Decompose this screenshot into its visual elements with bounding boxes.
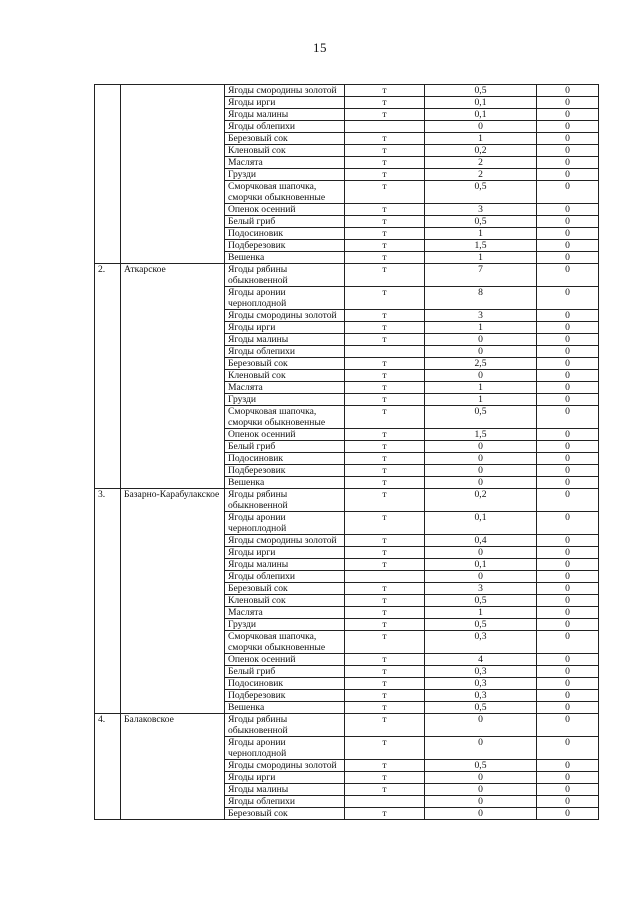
unit-cell: т [345, 169, 425, 181]
unit-cell: т [345, 678, 425, 690]
value-cell: 0 [425, 334, 537, 346]
value-cell: 0 [537, 512, 599, 535]
resource-cell: Ягоды аронии черноплодной [225, 287, 345, 310]
value-cell: 0 [537, 287, 599, 310]
value-cell: 0,4 [425, 535, 537, 547]
table-row [95, 85, 599, 97]
value-cell: 0 [537, 702, 599, 714]
unit-cell: т [345, 382, 425, 394]
unit-cell: т [345, 441, 425, 453]
value-cell: 0,5 [425, 181, 537, 204]
value-cell: 8 [425, 287, 537, 310]
unit-cell: т [345, 85, 425, 97]
value-cell: 0 [537, 157, 599, 169]
resource-cell: Белый гриб [225, 441, 345, 453]
resource-cell: Кленовый сок [225, 145, 345, 157]
resource-cell: Вешенка [225, 702, 345, 714]
table-body [95, 85, 599, 820]
unit-cell: т [345, 453, 425, 465]
value-cell: 0 [537, 784, 599, 796]
value-cell: 0 [537, 334, 599, 346]
resource-cell: Ягоды смородины золотой [225, 310, 345, 322]
unit-cell: т [345, 133, 425, 145]
resource-cell: Белый гриб [225, 216, 345, 228]
value-cell: 0 [537, 252, 599, 264]
resource-cell: Подосиновик [225, 453, 345, 465]
value-cell: 0,1 [425, 109, 537, 121]
value-cell: 0,3 [425, 666, 537, 678]
unit-cell: т [345, 181, 425, 204]
resource-cell: Ягоды малины [225, 784, 345, 796]
value-cell: 0 [425, 465, 537, 477]
value-cell: 1 [425, 607, 537, 619]
value-cell: 0 [537, 607, 599, 619]
unit-cell [345, 121, 425, 133]
value-cell: 0,5 [425, 619, 537, 631]
resource-cell: Ягоды облепихи [225, 796, 345, 808]
value-cell: 0,5 [425, 702, 537, 714]
value-cell: 0,5 [425, 216, 537, 228]
unit-cell: т [345, 784, 425, 796]
unit-cell: т [345, 760, 425, 772]
resource-cell: Ягоды аронии черноплодной [225, 737, 345, 760]
value-cell: 0,1 [425, 97, 537, 109]
unit-cell: т [345, 157, 425, 169]
resource-cell: Сморчковая шапочка, сморчки обыкновенные [225, 406, 345, 429]
value-cell: 0 [537, 737, 599, 760]
unit-cell: т [345, 204, 425, 216]
unit-cell: т [345, 145, 425, 157]
resource-cell: Ягоды малины [225, 559, 345, 571]
resource-cell: Маслята [225, 607, 345, 619]
value-cell: 0 [537, 489, 599, 512]
unit-cell: т [345, 240, 425, 252]
resource-cell: Опенок осенний [225, 654, 345, 666]
value-cell: 1 [425, 382, 537, 394]
unit-cell: т [345, 547, 425, 559]
unit-cell: т [345, 808, 425, 820]
value-cell: 4 [425, 654, 537, 666]
value-cell: 3 [425, 310, 537, 322]
value-cell: 0 [537, 772, 599, 784]
value-cell: 0 [425, 796, 537, 808]
unit-cell: т [345, 583, 425, 595]
unit-cell [345, 571, 425, 583]
unit-cell: т [345, 429, 425, 441]
resource-cell: Ягоды малины [225, 334, 345, 346]
resource-cell: Березовый сок [225, 358, 345, 370]
resource-cell: Вешенка [225, 252, 345, 264]
value-cell: 0,1 [425, 512, 537, 535]
value-cell: 0 [537, 406, 599, 429]
row-number-cell [95, 85, 121, 264]
unit-cell: т [345, 264, 425, 287]
value-cell: 0 [537, 714, 599, 737]
unit-cell: т [345, 714, 425, 737]
value-cell: 0 [537, 240, 599, 252]
unit-cell: т [345, 595, 425, 607]
district-cell: Базарно-Карабулакское [121, 489, 225, 714]
unit-cell: т [345, 477, 425, 489]
resource-cell: Подберезовик [225, 690, 345, 702]
value-cell: 0 [537, 370, 599, 382]
resource-cell: Ягоды ирги [225, 547, 345, 559]
value-cell: 0 [537, 204, 599, 216]
resource-cell: Подберезовик [225, 240, 345, 252]
row-number-cell: 4. [95, 714, 121, 820]
resource-cell: Ягоды смородины золотой [225, 535, 345, 547]
unit-cell: т [345, 654, 425, 666]
district-cell: Аткарское [121, 264, 225, 489]
unit-cell: т [345, 772, 425, 784]
value-cell: 0 [425, 547, 537, 559]
value-cell: 0 [537, 619, 599, 631]
value-cell: 0,2 [425, 145, 537, 157]
unit-cell: т [345, 489, 425, 512]
value-cell: 1 [425, 322, 537, 334]
resource-cell: Подосиновик [225, 228, 345, 240]
value-cell: 0 [537, 121, 599, 133]
value-cell: 0,5 [425, 85, 537, 97]
unit-cell: т [345, 535, 425, 547]
resource-cell: Ягоды ирги [225, 322, 345, 334]
unit-cell: т [345, 370, 425, 382]
value-cell: 0,5 [425, 595, 537, 607]
row-number-cell: 2. [95, 264, 121, 489]
resource-cell: Кленовый сок [225, 370, 345, 382]
resource-cell: Ягоды облепихи [225, 571, 345, 583]
value-cell: 0 [537, 97, 599, 109]
value-cell: 0,5 [425, 406, 537, 429]
value-cell: 3 [425, 583, 537, 595]
unit-cell: т [345, 631, 425, 654]
value-cell: 0 [425, 737, 537, 760]
value-cell: 7 [425, 264, 537, 287]
value-cell: 0 [537, 654, 599, 666]
value-cell: 0 [537, 109, 599, 121]
value-cell: 0 [537, 85, 599, 97]
resource-cell: Белый гриб [225, 666, 345, 678]
resource-cell: Березовый сок [225, 133, 345, 145]
value-cell: 0 [537, 441, 599, 453]
value-cell: 3 [425, 204, 537, 216]
value-cell: 0 [537, 264, 599, 287]
resource-cell: Ягоды рябины обыкновенной [225, 714, 345, 737]
unit-cell: т [345, 287, 425, 310]
value-cell: 0,3 [425, 690, 537, 702]
value-cell: 1,5 [425, 240, 537, 252]
value-cell: 2 [425, 157, 537, 169]
resource-cell: Ягоды малины [225, 109, 345, 121]
district-cell [121, 85, 225, 264]
value-cell: 0 [537, 583, 599, 595]
value-cell: 0 [537, 181, 599, 204]
resource-cell: Грузди [225, 169, 345, 181]
unit-cell: т [345, 619, 425, 631]
unit-cell: т [345, 358, 425, 370]
resource-cell: Сморчковая шапочка, сморчки обыкновенные [225, 631, 345, 654]
value-cell: 0 [537, 666, 599, 678]
value-cell: 0 [537, 169, 599, 181]
value-cell: 0 [537, 133, 599, 145]
value-cell: 1 [425, 394, 537, 406]
value-cell: 2 [425, 169, 537, 181]
unit-cell: т [345, 228, 425, 240]
unit-cell: т [345, 97, 425, 109]
unit-cell: т [345, 512, 425, 535]
resource-cell: Березовый сок [225, 583, 345, 595]
value-cell: 0 [537, 595, 599, 607]
resource-cell: Опенок осенний [225, 204, 345, 216]
resource-cell: Опенок осенний [225, 429, 345, 441]
unit-cell: т [345, 252, 425, 264]
value-cell: 0,5 [425, 760, 537, 772]
value-cell: 0 [537, 690, 599, 702]
resource-cell: Маслята [225, 157, 345, 169]
table-row [95, 714, 599, 737]
value-cell: 1 [425, 228, 537, 240]
value-cell: 1,5 [425, 429, 537, 441]
unit-cell: т [345, 216, 425, 228]
value-cell: 0 [537, 678, 599, 690]
row-number-cell: 3. [95, 489, 121, 714]
resource-cell: Подберезовик [225, 465, 345, 477]
unit-cell: т [345, 559, 425, 571]
resource-table [94, 84, 599, 820]
resource-cell: Ягоды облепихи [225, 121, 345, 133]
resource-cell: Сморчковая шапочка, сморчки обыкновенные [225, 181, 345, 204]
value-cell: 0 [425, 346, 537, 358]
unit-cell: т [345, 666, 425, 678]
value-cell: 0 [537, 547, 599, 559]
value-cell: 0 [537, 145, 599, 157]
table-row [95, 264, 599, 287]
value-cell: 0 [537, 358, 599, 370]
resource-cell: Ягоды облепихи [225, 346, 345, 358]
value-cell: 0,3 [425, 678, 537, 690]
unit-cell: т [345, 406, 425, 429]
resource-cell: Маслята [225, 382, 345, 394]
value-cell: 0 [537, 216, 599, 228]
resource-cell: Ягоды смородины золотой [225, 760, 345, 772]
value-cell: 0 [425, 370, 537, 382]
resource-cell: Подосиновик [225, 678, 345, 690]
value-cell: 0,3 [425, 631, 537, 654]
value-cell: 2,5 [425, 358, 537, 370]
value-cell: 0 [425, 571, 537, 583]
value-cell: 0 [537, 465, 599, 477]
value-cell: 0 [425, 784, 537, 796]
page-number: 15 [313, 40, 327, 55]
value-cell: 1 [425, 133, 537, 145]
value-cell: 0 [537, 808, 599, 820]
unit-cell [345, 346, 425, 358]
value-cell: 0 [425, 441, 537, 453]
value-cell: 0 [537, 310, 599, 322]
resource-cell: Березовый сок [225, 808, 345, 820]
value-cell: 0,2 [425, 489, 537, 512]
unit-cell: т [345, 322, 425, 334]
resource-cell: Ягоды ирги [225, 97, 345, 109]
resource-cell: Ягоды аронии черноплодной [225, 512, 345, 535]
resource-cell: Вешенка [225, 477, 345, 489]
value-cell: 0 [537, 571, 599, 583]
unit-cell: т [345, 310, 425, 322]
value-cell: 0 [425, 714, 537, 737]
value-cell: 0 [425, 453, 537, 465]
value-cell: 0 [537, 535, 599, 547]
unit-cell: т [345, 702, 425, 714]
value-cell: 0 [537, 382, 599, 394]
value-cell: 1 [425, 252, 537, 264]
unit-cell: т [345, 109, 425, 121]
unit-cell: т [345, 607, 425, 619]
value-cell: 0 [537, 453, 599, 465]
value-cell: 0 [425, 772, 537, 784]
value-cell: 0 [537, 429, 599, 441]
unit-cell: т [345, 394, 425, 406]
unit-cell: т [345, 737, 425, 760]
value-cell: 0 [537, 760, 599, 772]
resource-cell: Ягоды ирги [225, 772, 345, 784]
unit-cell: т [345, 690, 425, 702]
value-cell: 0 [537, 346, 599, 358]
resource-cell: Ягоды рябины обыкновенной [225, 489, 345, 512]
value-cell: 0 [425, 808, 537, 820]
value-cell: 0 [537, 228, 599, 240]
unit-cell: т [345, 334, 425, 346]
value-cell: 0 [537, 322, 599, 334]
unit-cell: т [345, 465, 425, 477]
value-cell: 0,1 [425, 559, 537, 571]
value-cell: 0 [425, 477, 537, 489]
resource-cell: Ягоды рябины обыкновенной [225, 264, 345, 287]
unit-cell [345, 796, 425, 808]
value-cell: 0 [537, 631, 599, 654]
value-cell: 0 [537, 796, 599, 808]
value-cell: 0 [537, 559, 599, 571]
resource-cell: Грузди [225, 394, 345, 406]
resource-cell: Кленовый сок [225, 595, 345, 607]
value-cell: 0 [537, 394, 599, 406]
district-cell: Балаковское [121, 714, 225, 820]
resource-cell: Грузди [225, 619, 345, 631]
value-cell: 0 [537, 477, 599, 489]
resource-cell: Ягоды смородины золотой [225, 85, 345, 97]
value-cell: 0 [425, 121, 537, 133]
table-row [95, 489, 599, 512]
